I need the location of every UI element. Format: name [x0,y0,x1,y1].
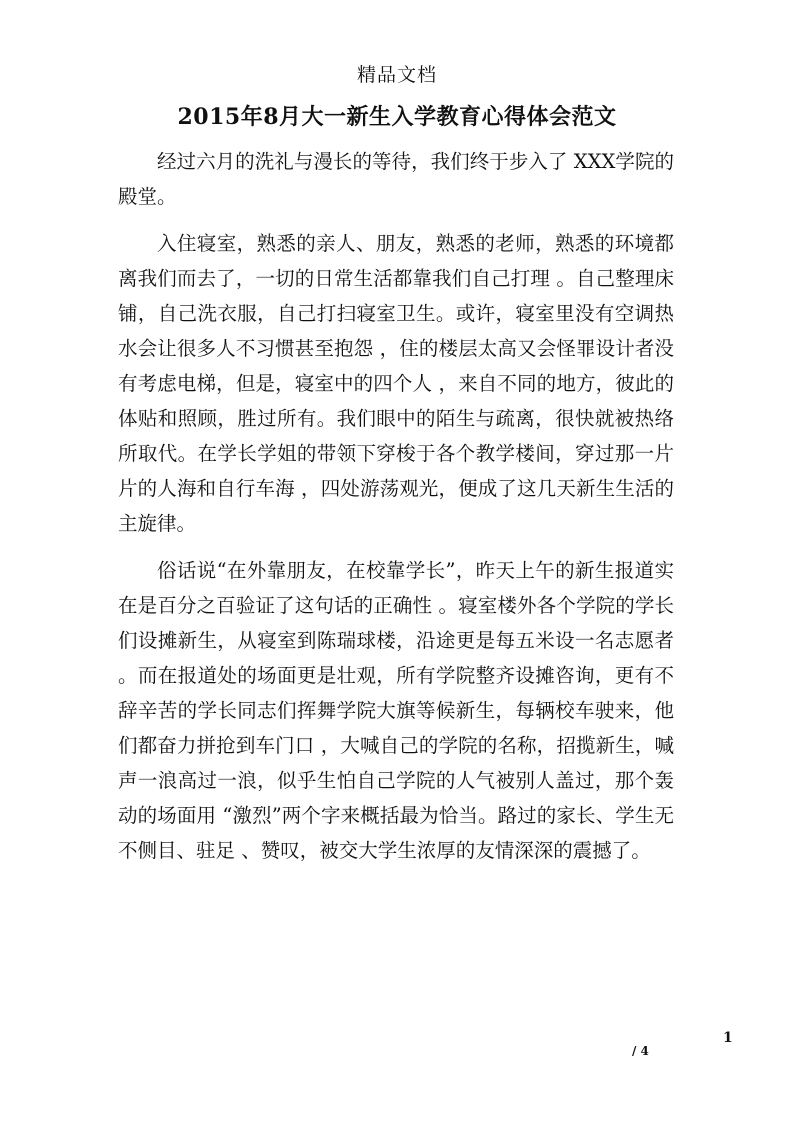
document-title: 2015年8月大一新生入学教育心得体会范文 [177,104,617,130]
document-header: 精品文档 [356,64,437,86]
paragraph-1: 经过六月的洗礼与漫长的等待，我们终于步入了 XXX学院的殿堂。 [118,150,674,208]
page-number: 1 [723,1030,733,1046]
page-total: / 4 [632,1044,649,1058]
document-body [118,144,681,868]
paragraph-3: 俗话说“在外靠朋友，在校靠学长”，昨天上午的新生报道实在是百分之百验证了这句话的正确性 。寝室楼外各个学院的学长们设摊新生，从寝室到陈瑞球楼，沿途更是每五米设一名志愿者 。而在报道处的场面更是壮观，所有学院整齐设摊咨询，更有不辞辛苦的学长同志们挥舞学院大旗等候新生，每辆校车驶来，他们都奋力拼抢到车门口 ，大喊自己的学院的名称，招揽新生，喊声一浪高过一浪，似乎生怕自己学院的人气被别人盖过，那个轰动的场面用 “激烈”两个字来概括最为恰当。路过的家长、学生无不侧目、驻足 、赞叹，被交大学生浓厚的友情深深的震撼了。 [118,559,681,862]
paragraph-2: 入住寝室，熟悉的亲人、朋友，熟悉的老师，熟悉的环境都离我们而去了，一切的日常生活都靠我们自己打理 。自己整理床铺，自己洗衣服，自己打扫寝室卫生。或许，寝室里没有空调热水会让很多人不习惯甚至抱怨 ，住的楼层太高又会怪罪设计者没有考虑电梯，但是，寝室中的四个人 ，来自不同的地方，彼此的体贴和照顾，胜过所有。我们眼中的陌生与疏离，很快就被热络所取代。在学长学姐的带领下穿梭于各个教学楼间，穿过那一片片的人海和自行车海 ，四处游荡观光，便成了这几天新生生活的主旋律。 [118,232,674,535]
